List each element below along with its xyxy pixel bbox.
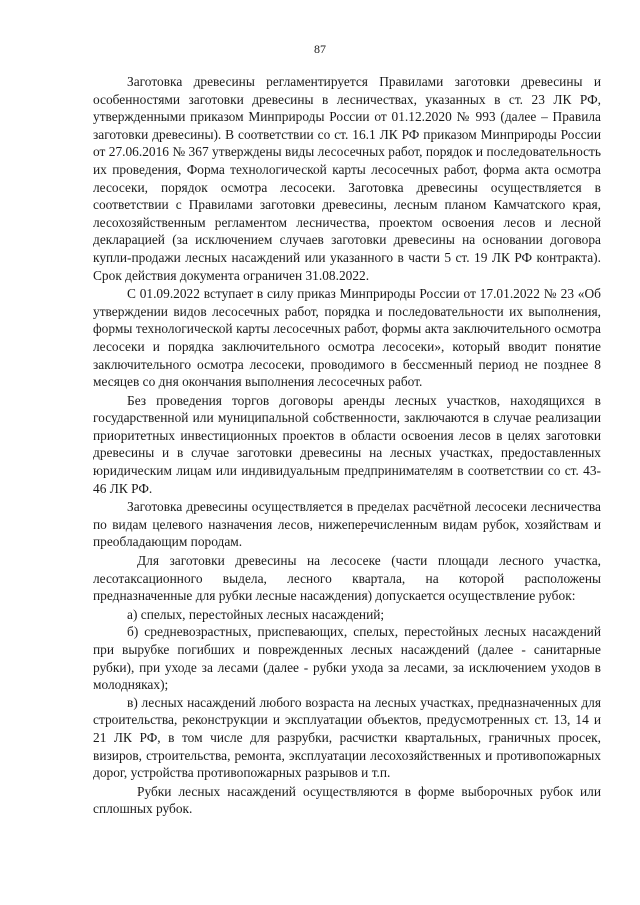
paragraph-timber-harvesting-rules: Заготовка древесины регламентируется Правилами заготовки древесины и особенностями заготовки древесины в лесничествах, указанных в ст. 23 ЛК РФ, утвержденными приказом Минприроды России от 01.12.2020 № 993 (далее – Правила заготовки древесины). В соответствии со ст. 16.1 ЛК РФ приказом Минприроды России от 27.06.2016 № 367 утверждены виды лесосечных работ, порядок и последовательность их проведения, Форма технологической карты лесосечных работ, форма акта осмотра лесосеки, порядок осмотра лесосеки. Заготовка древесины осуществляется в соответствии с Правилами заготовки древесины, лесным планом Камчатского края, лесохозяйственным регламентом лесничества, проектом освоения лесов и лесной декларацией (за исключением случаев заготовки древесины на основании договора купли-продажи лесных насаждений или указанного в части 5 ст. 19 ЛК РФ контракта). Срок действия документа ограничен 31.08.2022. (93, 74, 601, 283)
paragraph-felling-forms: Рубки лесных насаждений осуществляются в форме выборочных рубок или сплошных рубок. (93, 783, 601, 817)
document-body (93, 73, 601, 818)
paragraph-order-2022: С 01.09.2022 вступает в силу приказ Минприроды России от 17.01.2022 № 23 «Об утверждении видов лесосечных работ, порядка и последовательности их выполнения, формы технологической карты лесосечных работ, формы акта заключительного осмотра лесосеки и порядка заключительного осмотра лесосеки», который вводит понятие заключительного осмотра лесосеки, проводимого в бессменный период не позднее 8 месяцев со дня окончания выполнения лесосечных работ. (93, 286, 601, 390)
paragraph-felling-types-intro: Для заготовки древесины на лесосеке (части площади лесного участка, лесотаксационного выдела, лесного квартала, на которой расположены предназначенные для рубки лесные насаждения) допускается осуществление рубок: (93, 553, 601, 604)
list-item-b: б) средневозрастных, приспевающих, спелых, перестойных лесных насаждений при вырубке погибших и поврежденных лесных насаждений (далее - санитарные рубки), при уходе за лесами (далее - рубки ухода за лесами, за исключением уходов в молодняках); (93, 624, 601, 693)
list-item-a: а) спелых, перестойных лесных насаждений; (127, 606, 385, 622)
paragraph-lease-without-auction: Без проведения торгов договоры аренды лесных участков, находящихся в государственной или муниципальной собственности, заключаются в случае реализации приоритетных инвестиционных проектов в области освоения лесов в целях заготовки древесины и в случае заготовки древесины на лесных участках, предоставленных юридическим лицам или индивидуальным предпринимателям в соответствии со ст. 43-46 ЛК РФ. (93, 392, 601, 496)
paragraph-allowable-cut: Заготовка древесины осуществляется в пределах расчётной лесосеки лесничества по видам целевого назначения лесов, нижеперечисленным видам рубок, хозяйствам и преобладающим породам. (93, 499, 601, 550)
list-item-c: в) лесных насаждений любого возраста на лесных участках, предназначенных для строительства, реконструкции и эксплуатации объектов, предусмотренных ст. 13, 14 и 21 ЛК РФ, в том числе для разрубки, расчистки квартальных, граничных просек, визиров, строительства, ремонта, эксплуатации лесохозяйственных и противопожарных дорог, устройства противопожарных разрывов и т.п. (93, 694, 601, 781)
page-number: 87 (314, 42, 326, 56)
